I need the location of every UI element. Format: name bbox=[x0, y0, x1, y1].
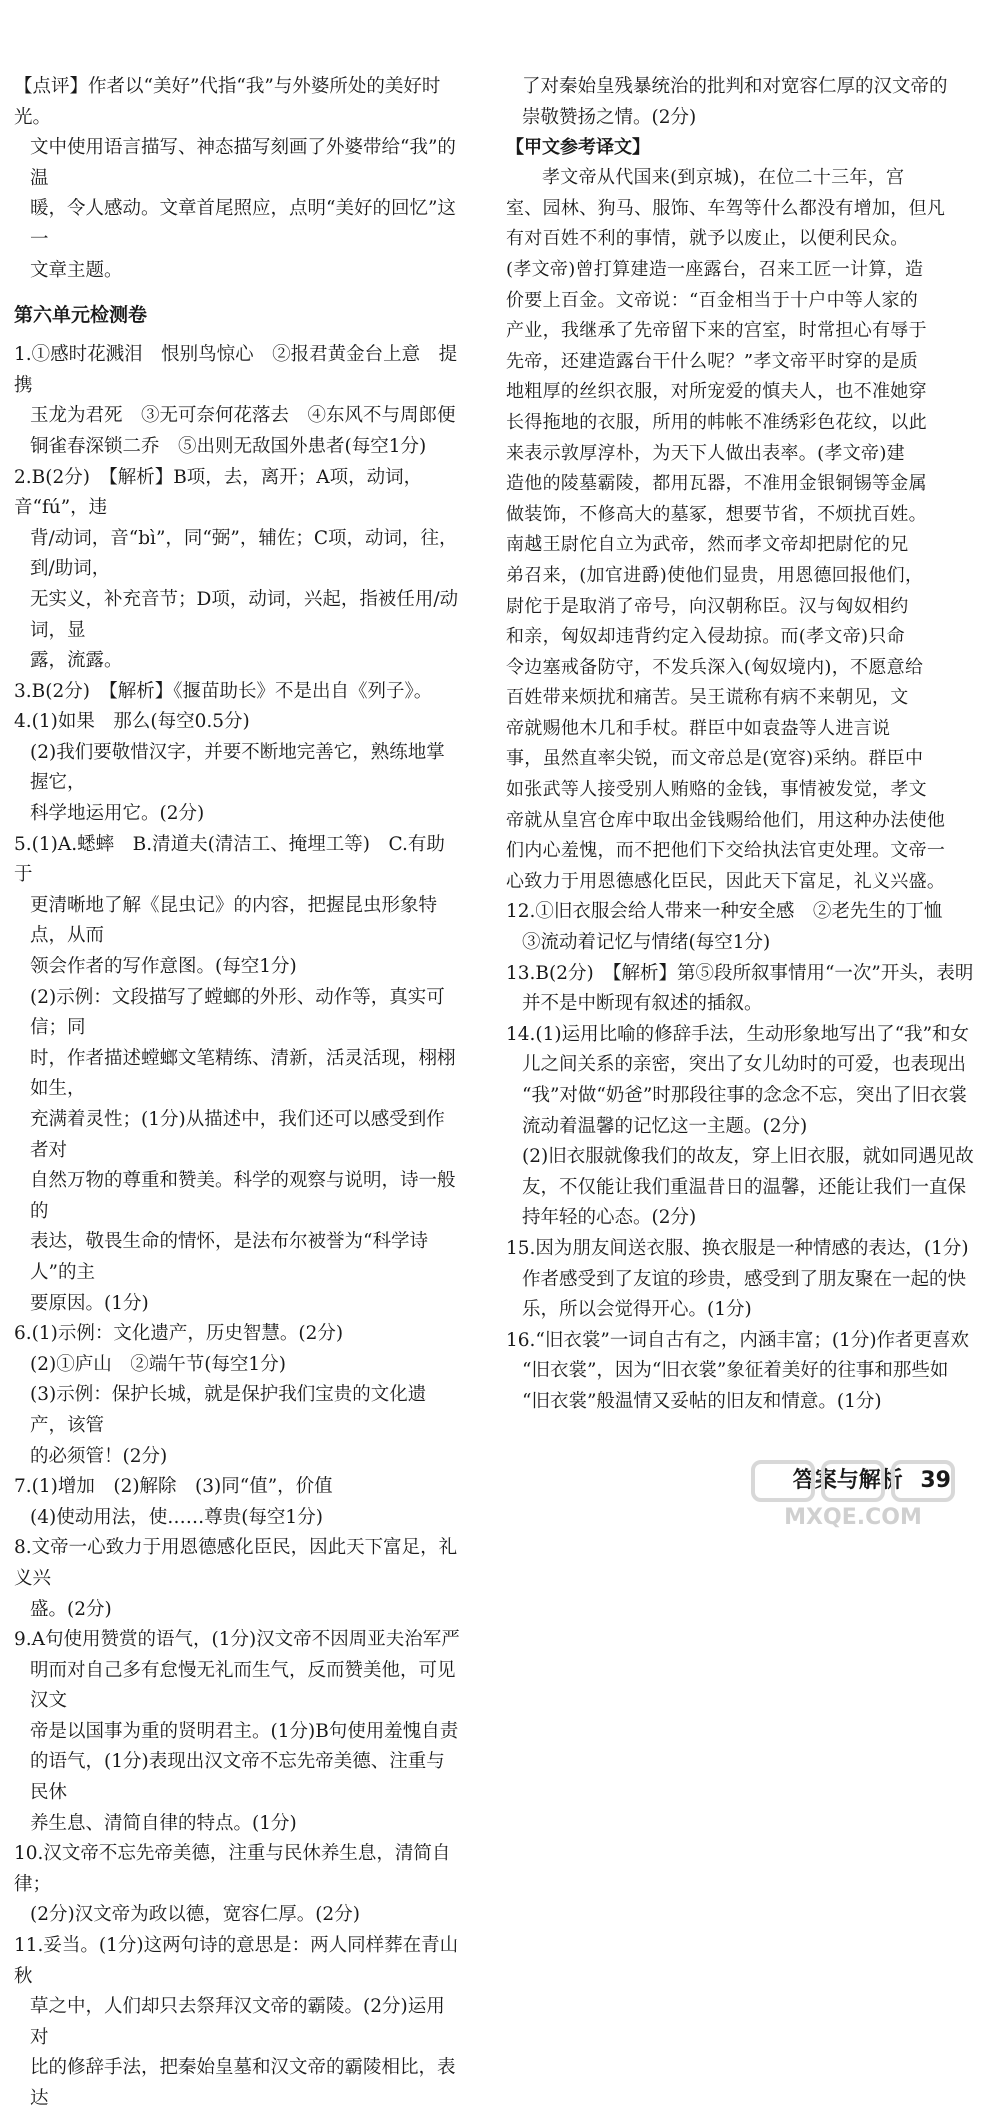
section-title: 第六单元检测卷 bbox=[14, 304, 148, 327]
translation-line: 地粗厚的丝织衣服，对所宠爱的慎夫人，也不准她穿 bbox=[506, 381, 927, 403]
answer-line: “旧衣裳”般温情又妥帖的旧友和情意。(1分) bbox=[522, 1390, 882, 1412]
answer-item bbox=[506, 1020, 976, 1234]
translation-line: 尉佗于是取消了帝号，向汉朝称臣。汉与匈奴相约 bbox=[506, 595, 909, 617]
translation-line: 们内心羞愧，而不把他们下交给执法官吏处理。文帝一 bbox=[506, 840, 946, 862]
translation-line: (孝文帝)曾打算建造一座露台，召来工匠一计算，造 bbox=[506, 258, 924, 280]
translation-line: 孝文帝从代国来(到京城)，在位二十三年，宫 bbox=[542, 167, 905, 189]
translation-line: 做装饰，不修高大的墓冢，想要节省，不烦扰百姓。 bbox=[506, 503, 927, 525]
answer-line: (2)示例：文段描写了螳螂的外形、动作等，真实可信；同 bbox=[30, 986, 445, 1039]
watermark-logo bbox=[733, 1460, 973, 1530]
answer-line: 更清晰地了解《昆虫记》的内容，把握昆虫形象特点，从而 bbox=[30, 894, 438, 947]
answer-line: (4)使动用法，使……尊贵(每空1分) bbox=[30, 1506, 323, 1528]
svg-text:MXQE.COM: MXQE.COM bbox=[784, 1505, 922, 1530]
answer-line: 盛。(2分) bbox=[30, 1598, 112, 1620]
continued-line: 崇敬赞扬之情。(2分) bbox=[522, 106, 697, 128]
review-line: 文中使用语言描写、神态描写刻画了外婆带给“我”的温 bbox=[30, 137, 456, 189]
answer-line: 8.文帝一心致力于用恩德感化臣民，因此天下富足，礼义兴 bbox=[14, 1537, 458, 1589]
answer-list-right bbox=[506, 897, 976, 1417]
watermark-logo-icon bbox=[733, 1460, 973, 1530]
answer-item bbox=[14, 1931, 462, 2115]
answer-line: 14.(1)运用比喻的修辞手法，生动形象地写出了“我”和女 bbox=[506, 1023, 970, 1045]
answer-line: 11.妥当。(1分)这两句诗的意思是：两人同样葬在青山秋 bbox=[14, 1935, 459, 1987]
answer-line: 流动着温馨的记忆这一主题。(2分) bbox=[522, 1115, 808, 1137]
review-line: 文章主题。 bbox=[30, 259, 123, 281]
answer-item bbox=[506, 1326, 976, 1418]
answer-item bbox=[14, 677, 462, 708]
translation-line: 有对百姓不利的事情，就予以废止，以便利民众。 bbox=[506, 228, 909, 250]
answer-line: 10.汉文帝不忘先帝美德，注重与民休养生息，清简自律； bbox=[14, 1843, 451, 1895]
translation-line: 帝就赐他木几和手杖。群臣中如袁盎等人进言说 bbox=[506, 717, 891, 739]
answer-line: 6.(1)示例：文化遗产，历史智慧。(2分) bbox=[14, 1323, 344, 1345]
answer-line: 并不是中断现有叙述的插叙。 bbox=[522, 993, 763, 1015]
answer-line: 玉龙为君死 ③无可奈何花落去 ④东风不与周郎便 bbox=[30, 405, 456, 427]
answer-line: (2分)汉文帝为政以德，宽容仁厚。(2分) bbox=[30, 1904, 360, 1926]
answer-line: 2.B(2分) 【解析】B项，去，离开；A项，动词，音“fú”，违 bbox=[14, 466, 423, 519]
answer-line: 3.B(2分) 【解析】《揠苗助长》不是出自《列子》。 bbox=[14, 680, 433, 702]
page-number: 39 bbox=[920, 1468, 951, 1493]
answer-item bbox=[14, 1472, 462, 1533]
translation-line: 价要上百金。文帝说：“百金相当于十户中等人家的 bbox=[506, 289, 919, 311]
answer-line: 领会作者的写作意图。(每空1分) bbox=[30, 956, 297, 978]
answer-line: 7.(1)增加 (2)解除 (3)同“值”，价值 bbox=[14, 1476, 333, 1498]
answer-line: 帝是以国事为重的贤明君主。(1分)B句使用羞愧自责 bbox=[30, 1720, 459, 1742]
answer-line: 时，作者描述螳螂文笔精练、清新，活灵活现，栩栩如生， bbox=[30, 1047, 456, 1100]
translation-line: 来表示敦厚淳朴，为天下人做出表率。(孝文帝)建 bbox=[506, 442, 905, 464]
translation-line: 事，虽然直率尖锐，而文帝总是(宽容)采纳。群臣中 bbox=[506, 748, 924, 770]
answer-line: 自然万物的尊重和赞美。科学的观察与说明，诗一般的 bbox=[30, 1170, 456, 1222]
answer-line: 持年轻的心态。(2分) bbox=[522, 1207, 697, 1229]
answer-line: “旧衣裳”，因为“旧衣裳”象征着美好的往事和那些如 bbox=[522, 1360, 949, 1382]
translation-line: 南越王尉佗自立为武帝，然而孝文帝却把尉佗的兄 bbox=[506, 534, 909, 556]
answer-item bbox=[506, 959, 976, 1020]
translation-line: 造他的陵墓霸陵，都用瓦器，不准用金银铜锡等金属 bbox=[506, 473, 927, 495]
answer-item bbox=[14, 1319, 462, 1472]
answer-line: 养生息、清简自律的特点。(1分) bbox=[30, 1812, 297, 1834]
answer-item bbox=[14, 1625, 462, 1839]
answer-line: (2)我们要敬惜汉字，并要不断地完善它，熟练地掌握它， bbox=[30, 741, 445, 794]
answer-line: 背/动词，音“bì”，同“弼”，辅佐；C项，动词，往，到/助词， bbox=[30, 527, 458, 580]
answer-list-left bbox=[14, 340, 462, 2114]
answer-line: 科学地运用它。(2分) bbox=[30, 803, 205, 825]
answer-line: 草之中，人们却只去祭拜汉文帝的霸陵。(2分)运用对 bbox=[30, 1996, 445, 2048]
answer-line: 露，流露。 bbox=[30, 650, 123, 672]
answer-line: 铜雀春深锁二乔 ⑤出则无敌国外患者(每空1分) bbox=[30, 435, 427, 457]
answer-line: 9.A句使用赞赏的语气，(1分)汉文帝不因周亚夫治军严 bbox=[14, 1629, 460, 1651]
answer-item bbox=[14, 463, 462, 677]
answer-line: “我”对做“奶爸”时那段往事的念念不忘，突出了旧衣裳 bbox=[522, 1085, 967, 1106]
answer-item bbox=[14, 1533, 462, 1625]
translation-line: 先帝，还建造露台干什么呢？”孝文帝平时穿的是质 bbox=[506, 350, 919, 372]
answer-line: 15.因为朋友间送衣服、换衣服是一种情感的表达，(1分) bbox=[506, 1237, 969, 1259]
answer-line: 充满着灵性；(1分)从描述中，我们还可以感受到作者对 bbox=[30, 1109, 445, 1161]
translation-line: 如张武等人接受别人贿赂的金钱，事情被发觉，孝文 bbox=[506, 779, 927, 801]
answer-line: 的语气，(1分)表现出汉文帝不忘先帝美德、注重与民休 bbox=[30, 1751, 445, 1804]
answer-item bbox=[14, 830, 462, 1320]
left-column bbox=[14, 72, 462, 2115]
answer-line: (2)①庐山 ②端午节(每空1分) bbox=[30, 1353, 286, 1375]
answer-item bbox=[14, 340, 462, 462]
answer-line: 表达，敬畏生命的情怀，是法布尔被誉为“科学诗人”的主 bbox=[30, 1231, 428, 1283]
answer-line: 无实义，补充音节；D项，动词，兴起，指被任用/动词，显 bbox=[30, 588, 459, 641]
translation-line: 帝就从皇宫仓库中取出金钱赐给他们，用这种办法使他 bbox=[506, 809, 946, 831]
translation-line: 和亲，匈奴却违背约定入侵劫掠。而(孝文帝)只命 bbox=[506, 626, 905, 648]
answer-item bbox=[14, 1839, 462, 1931]
review-line: 【点评】作者以“美好”代指“我”与外婆所处的美好时光。 bbox=[14, 76, 441, 128]
answer-line: ③流动着记忆与情绪(每空1分) bbox=[522, 932, 771, 954]
answer-line: 5.(1)A.蟋蟀 B.清道夫(清洁工、掩埋工等) C.有助于 bbox=[14, 833, 445, 886]
answer-line: (3)示例：保护长城，就是保护我们宝贵的文化遗产，该管 bbox=[30, 1384, 427, 1436]
footer-label: 答案与解析 bbox=[792, 1468, 903, 1493]
answer-line: 比的修辞手法，把秦始皇墓和汉文帝的霸陵相比，表达 bbox=[30, 2057, 456, 2109]
answer-line: 16.“旧衣裳”一词自古有之，内涵丰富；(1分)作者更喜欢 bbox=[506, 1329, 970, 1351]
translation-line: 长得拖地的衣服，所用的帏帐不准绣彩色花纹，以此 bbox=[506, 411, 927, 433]
answer-line: (2)旧衣服就像我们的故友，穿上旧衣服，就如同遇见故 bbox=[522, 1146, 974, 1168]
continued-line: 了对秦始皇残暴统治的批判和对宽容仁厚的汉文帝的 bbox=[522, 76, 948, 97]
answer-line: 友，不仅能让我们重温昔日的温馨，还能让我们一直保 bbox=[522, 1176, 967, 1198]
answer-item bbox=[506, 897, 976, 958]
translation-line: 心致力于用恩德感化臣民，因此天下富足，礼义兴盛。 bbox=[506, 870, 946, 892]
translation-line: 弟召来，(加官进爵)使他们显贵，用恩德回报他们， bbox=[506, 564, 924, 586]
answer-item bbox=[14, 707, 462, 829]
answer-line: 作者感受到了友谊的珍贵，感受到了朋友聚在一起的快 bbox=[522, 1268, 967, 1290]
answer-line: 4.(1)如果 那么(每空0.5分) bbox=[14, 711, 250, 733]
answer-line: 12.①旧衣服会给人带来一种安全感 ②老先生的丁恤 bbox=[506, 901, 943, 923]
translation-line: 令边塞戒备防守，不发兵深入(匈奴境内)，不愿意给 bbox=[506, 656, 924, 678]
translation-text bbox=[506, 163, 976, 897]
translation-line: 百姓带来烦扰和痛苦。吴王谎称有病不来朝见，文 bbox=[506, 687, 909, 709]
review-block bbox=[14, 72, 462, 286]
answer-line: 1.①感时花溅泪 恨别鸟惊心 ②报君黄金台上意 提携 bbox=[14, 344, 458, 396]
translation-title: 【甲文参考译文】 bbox=[506, 137, 650, 159]
answer-line: 的必须管！(2分) bbox=[30, 1445, 168, 1467]
answer-item bbox=[506, 1234, 976, 1326]
answer-line: 乐，所以会觉得开心。(1分) bbox=[522, 1299, 752, 1321]
translation-line: 产业，我继承了先帝留下来的宫室，时常担心有辱于 bbox=[506, 320, 927, 342]
answer-line: 明而对自己多有怠慢无礼而生气，反而赞美他，可见汉文 bbox=[30, 1659, 456, 1712]
answer-line: 要原因。(1分) bbox=[30, 1292, 149, 1314]
translation-line: 室、园林、狗马、服饰、车驾等什么都没有增加，但凡 bbox=[506, 197, 946, 219]
right-column bbox=[506, 72, 976, 1418]
answer-line: 13.B(2分) 【解析】第⑤段所叙事情用“一次”开头，表明 bbox=[506, 962, 974, 984]
review-line: 暖，令人感动。文章首尾照应，点明“美好的回忆”这一 bbox=[30, 198, 456, 250]
answer-line: 儿之间关系的亲密，突出了女儿幼时的可爱，也表现出 bbox=[522, 1054, 967, 1076]
